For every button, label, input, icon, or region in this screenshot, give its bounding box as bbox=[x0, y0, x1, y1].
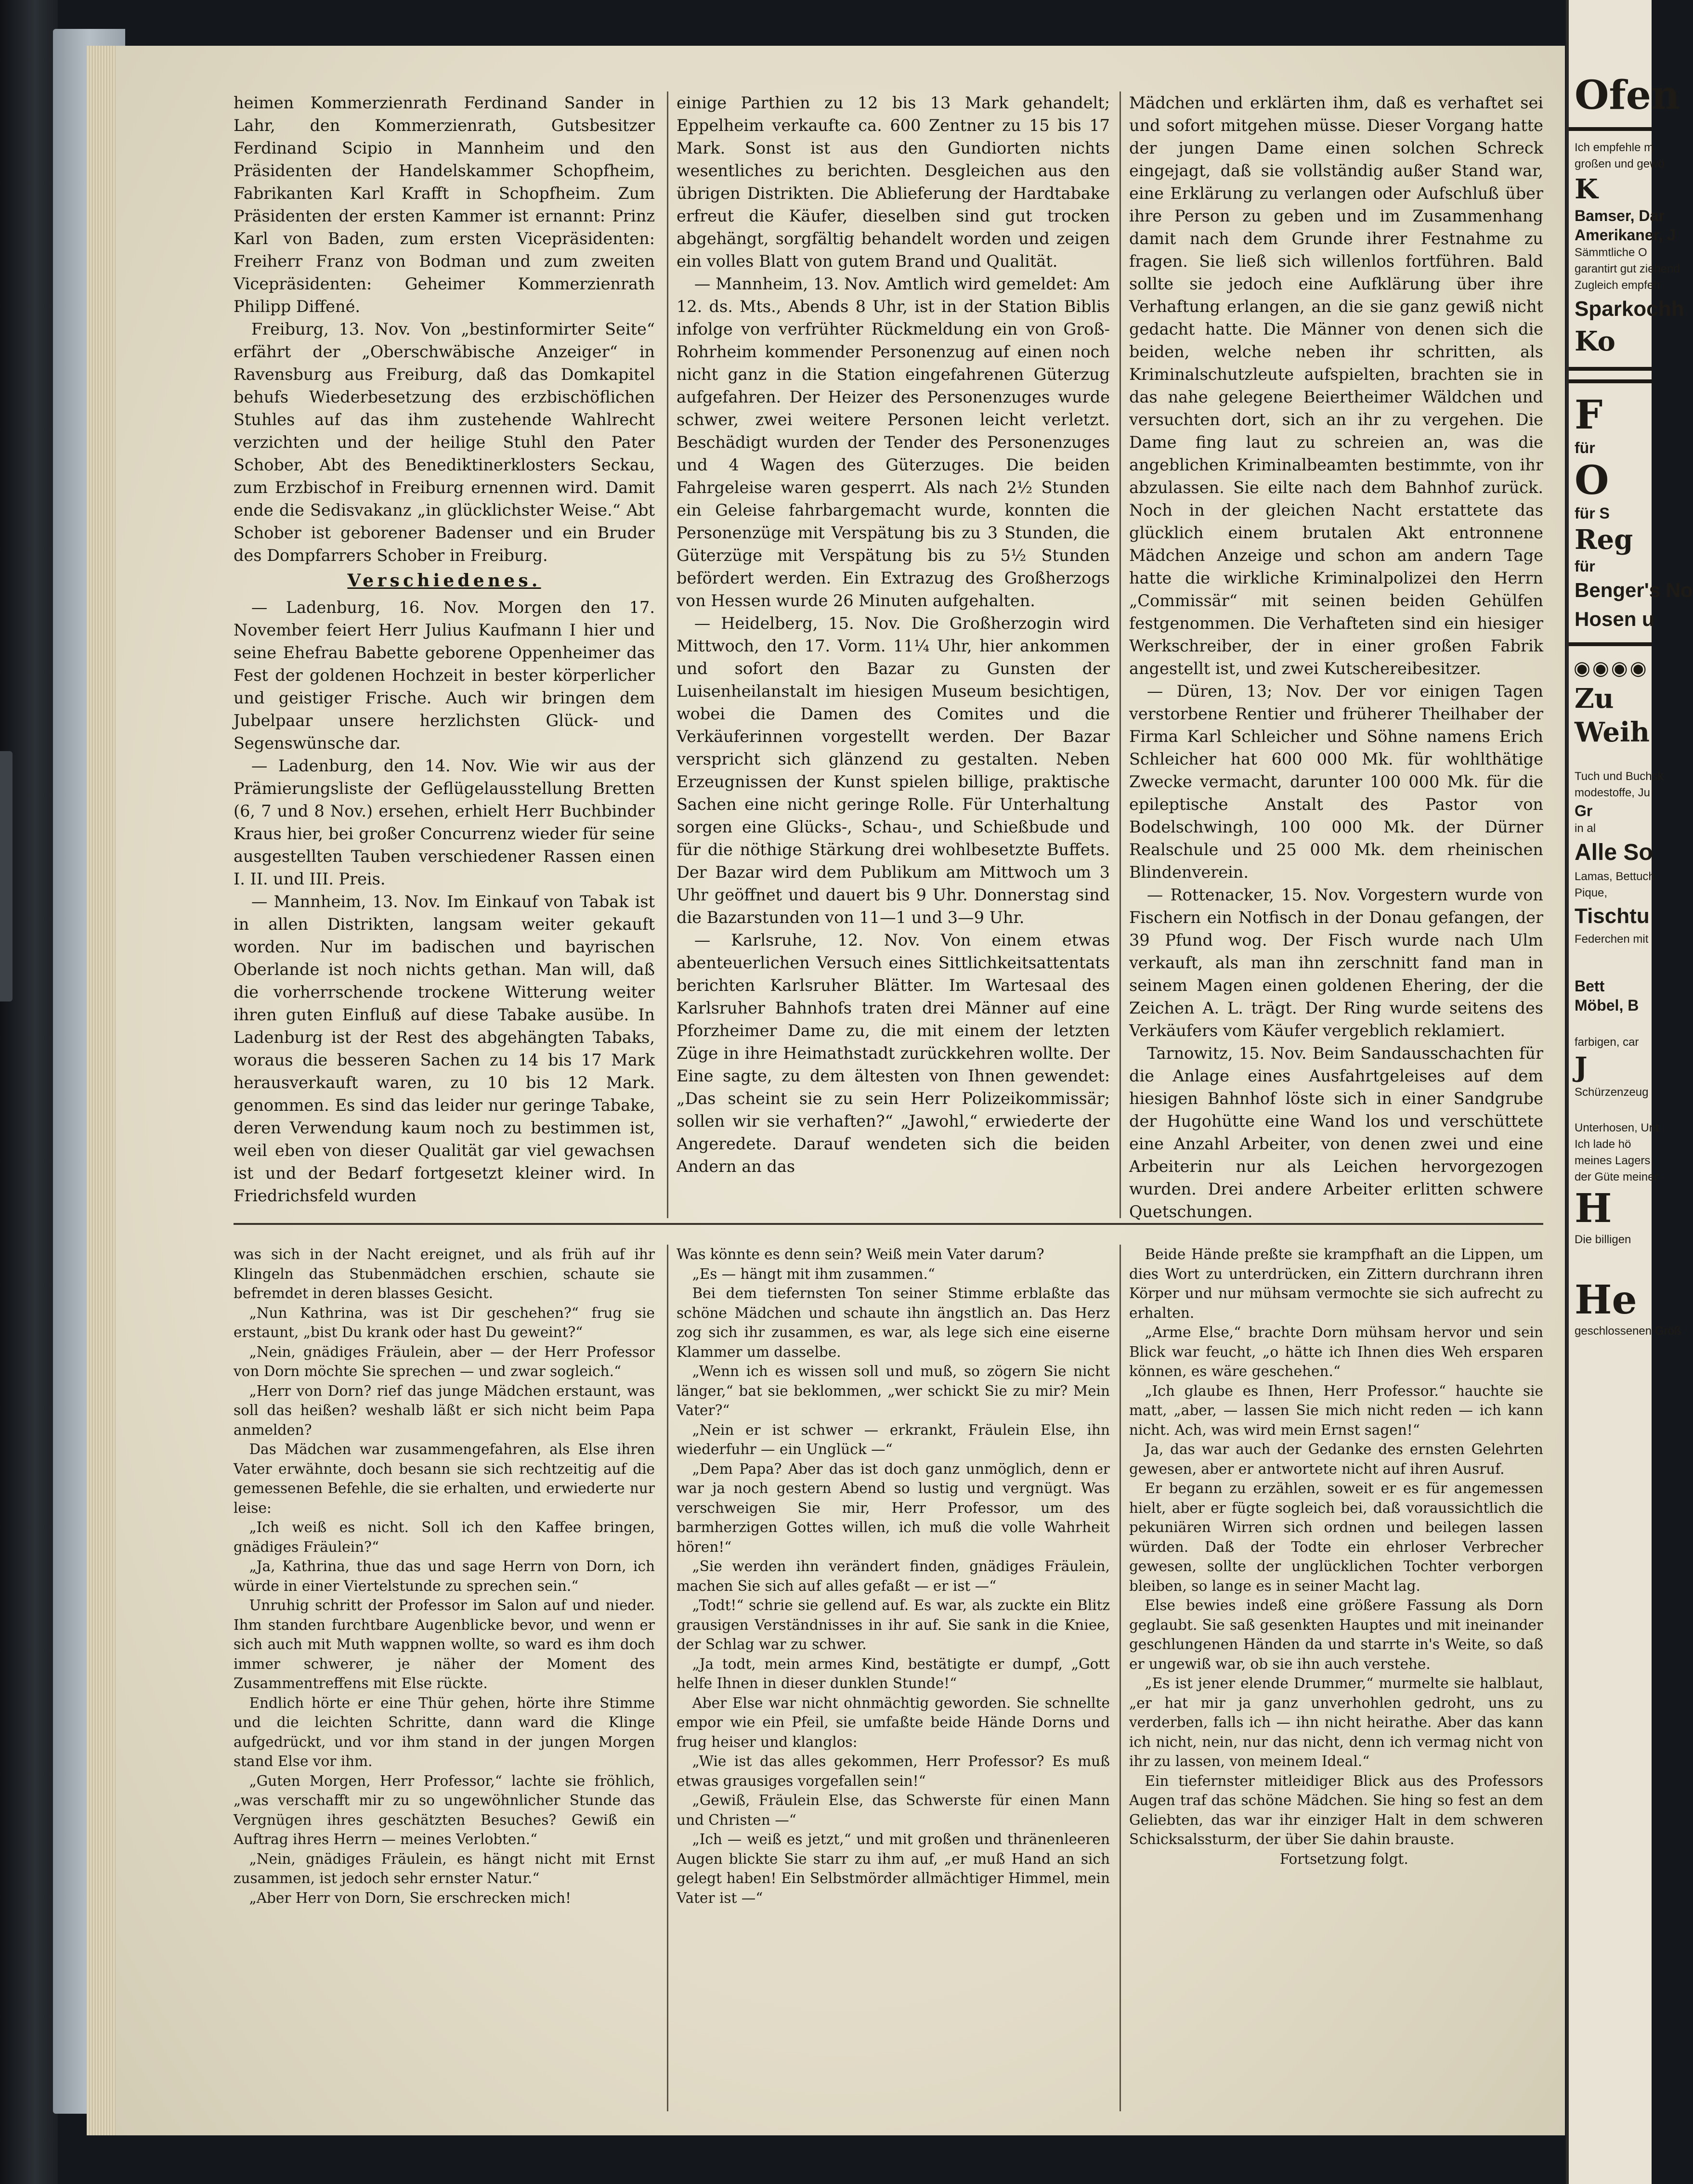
ad-text: Alle So bbox=[1575, 840, 1653, 865]
ad-text: Ofen bbox=[1575, 72, 1680, 118]
paragraph: Else bewies indeß eine größere Fassung als Dorn geglaubt. Sie saß gesenkten Hauptes und mit ineinander geschlungenen Händen da und starrte in's Weite, so daß er ungewiß war, ob sie ihn auch verstehe. bbox=[1129, 1597, 1543, 1672]
paragraph: Freiburg, 13. Nov. Von „bestinformirter Seite“ erfährt der „Oberschwäbische Anzeiger“ in Ravensburg aus Freiburg, daß das Domkapitel behufs Wiederbesetzung des erzbischöflichen Stuhles auf das ihm zustehende Wahlrecht verzichten und der heilige Stuhl den Pater Schober, Abt des Benediktinerklosters Seckau, zum Erzbischof in Freiburg ernennen wird. Damit ende die Sedisvakanz „in glücklichster Weise.“ Abt Schober ist geborener Badenser und ein Bruder des Dompfarrers Schober in Freiburg. bbox=[234, 320, 655, 565]
ad-text: F bbox=[1575, 392, 1603, 438]
feuilleton-column-1 bbox=[234, 1245, 655, 2111]
book-binding bbox=[0, 0, 58, 2184]
ad-text: Sparkochh bbox=[1575, 297, 1684, 321]
ad-text: H bbox=[1575, 1185, 1612, 1232]
column-rule-4 bbox=[1120, 1245, 1121, 2111]
paragraph: was sich in der Nacht ereignet, und als früh auf ihr Klingeln das Stubenmädchen erschien, schaute sie befremdet in deren blasses Gesicht. bbox=[234, 1246, 655, 1301]
ad-rule bbox=[1569, 367, 1652, 371]
ad-text: Amerikaner, J bbox=[1575, 226, 1676, 244]
paragraph: Ja, das war auch der Gedanke des ernsten Gelehrten gewesen, aber er antwortete nicht auf ihren Ausruf. bbox=[1129, 1441, 1543, 1477]
paragraph: Ein tiefernster mitleidiger Blick aus des Professors Augen traf das schöne Mädchen. Sie hing so fest an dem Geliebten, das war ihr einziger Halt in dem schweren Schicksalssturm, der über Sie dahin brauste. bbox=[1129, 1772, 1543, 1847]
paragraph: „Sie werden ihn verändert finden, gnädiges Fräulein, machen Sie sich auf alles gefaßt — er ist —“ bbox=[677, 1558, 1110, 1594]
paragraph: „Gewiß, Fräulein Else, das Schwerste für einen Mann und Christen —“ bbox=[677, 1792, 1110, 1828]
ad-text: Möbel, B bbox=[1575, 997, 1639, 1014]
paragraph: Das Mädchen war zusammengefahren, als Else ihren Vater erwähnte, doch besann sie sich rechtzeitig auf die gemessenen Befehle, die sie erhalten, und erwiederte nur leise: bbox=[234, 1441, 655, 1516]
paragraph: „Wie ist das alles gekommen, Herr Professor? Es muß etwas grausiges vorgefallen sein!“ bbox=[677, 1753, 1110, 1789]
paragraph: „Nein, gnädiges Fräulein, aber — der Herr Professor von Dorn möchte Sie sprechen — und zwar sogleich.“ bbox=[234, 1343, 655, 1379]
paragraph: — Mannheim, 13. Nov. Im Einkauf von Tabak ist in allen Distrikten, langsam weiter gekauft worden. Nur im badischen und bayrischen Oberlande ist noch nichts gethan. Man will, daß die vorherrschende trockene Witterung weiter ihren guten Einfluß auf diese Tabake ausübe. In Ladenburg ist der Rest des abgehängten Tabaks, woraus die besseren Sachen zu 14 bis 17 Mark herausverkauft waren, zu 10 bis 12 Mark. genommen. Es sind das leider nur geringe Tabake, deren Verwendung kaum noch zu bestimmen ist, weil eben von dieser Qualität gar viel gewachsen ist und der Bedarf fortgesetzt kleiner wird. In Friedrichsfeld wurden bbox=[234, 892, 655, 1205]
paragraph: „Ich weiß es nicht. Soll ich den Kaffee bringen, gnädiges Fräulein?“ bbox=[234, 1519, 655, 1555]
ad-text: für S bbox=[1575, 505, 1610, 522]
paragraph: Er begann zu erzählen, soweit er es für angemessen hielt, aber er fügte sogleich bei, daß voraussichtlich die pekuniären Wirren sich ordnen und beilegen lassen würden. Daß der Todte ein ehrloser Verbrecher gewesen, sollte der unglücklichen Tochter verborgen bleiben, so lange es in seiner Macht lag. bbox=[1129, 1480, 1543, 1594]
paragraph: „Dem Papa? Aber das ist doch ganz unmöglich, denn er war ja noch gestern Abend so lustig und vergnügt. Was verschweigen Sie mir, Herr Professor, um des barmherzigen Gottes willen, ich muß die volle Wahrheit hören!“ bbox=[677, 1460, 1110, 1555]
paragraph: „Wenn ich es wissen soll und muß, so zögern Sie nicht länger,“ bat sie beklommen, „wer schickt Sie zu mir? Mein Vater?“ bbox=[677, 1363, 1110, 1418]
ad-rule bbox=[1569, 642, 1652, 646]
paragraph: — Karlsruhe, 12. Nov. Von einem etwas abenteuerlichen Versuch eines Sittlichkeitsattentats berichten Karlsruher Blätter. Im Wartesaal des Karlsruher Bahnhofs traten drei Männer auf eine Pforzheimer Dame zu, die mit einem der letzten Züge in ihre Heimathstadt zurückkehren wollte. Der Eine sagte, zu dem ältesten von Ihnen gewendet: „Das scheint sie zu sein Herr Polizeikommissär; sollen wir sie verhaften?“ „Jawohl,“ erwiederte der Angeredete. Darauf wendeten sich die beiden Andern an das bbox=[677, 931, 1110, 1176]
news-column-3 bbox=[1129, 91, 1543, 1221]
ad-text: Ich lade hö bbox=[1575, 1138, 1631, 1151]
ad-text: der Güte meiner bbox=[1575, 1170, 1658, 1183]
ad-rule bbox=[1569, 127, 1652, 131]
paragraph: Endlich hörte er eine Thür gehen, hörte ihre Stimme und die leichten Schritte, dann ward die Klinge aufgedrückt, und vor ihm stand in der jungen Morgen stand Else vor ihm. bbox=[234, 1694, 655, 1769]
paragraph: „Guten Morgen, Herr Professor,“ lachte sie fröhlich, „was verschafft mir zu so ungewöhnlicher Stunde das Vergnügen ihres geschätzten Besuches? Gewiß ein Auftrag ihres Herrn — meines Verlobten.“ bbox=[234, 1772, 655, 1847]
ad-text: K bbox=[1575, 173, 1598, 205]
paragraph: Beide Hände preßte sie krampfhaft an die Lippen, um dies Wort zu unterdrücken, ein Zittern durchrann ihren Körper und nur mühsam vermochte sie sich aufrecht zu erhalten. bbox=[1129, 1246, 1543, 1321]
paragraph: einige Parthien zu 12 bis 13 Mark gehandelt; Eppelheim verkaufte ca. 600 Zentner zu 15 bis 17 Mark. Sonst ist aus den Gundiorten nichts wesentliches zu berichten. Desgleichen aus den übrigen Distrikten. Die Ablieferung der Hardtabake erfreut die Käufer, dieselben sind gut trocken abgehängt, sorgfältig behandelt worden und zeigen ein volles Blatt von gutem Brand und Qualität. bbox=[677, 93, 1110, 271]
feuilleton-column-2 bbox=[677, 1245, 1110, 2111]
paragraph: Unruhig schritt der Professor im Salon auf und nieder. Ihm standen furchtbare Augenblicke bevor, und wenn er sich auch mit Muth wappnen wollte, so ward es ihm doch immer schwerer, je näher der Moment des Zusammentreffens mit Else rückte. bbox=[234, 1597, 655, 1691]
paragraph: „Ja, Kathrina, thue das und sage Herrn von Dorn, ich würde in einer Viertelstunde zu sprechen sein.“ bbox=[234, 1558, 655, 1594]
ad-text: He bbox=[1575, 1277, 1637, 1323]
ad-text: garantirt gut ziehend bbox=[1575, 262, 1680, 275]
paragraph: Aber Else war nicht ohnmächtig geworden. Sie schnellte empor wie ein Pfeil, sie umfaßte beide Hände Dorns und frug heiser und klanglos: bbox=[677, 1694, 1110, 1750]
adjacent-page-ads bbox=[1566, 0, 1693, 2184]
feuilleton-separator-rule bbox=[234, 1223, 1543, 1225]
ad-text: Reg bbox=[1575, 524, 1633, 556]
paragraph: Mädchen und erklärten ihm, daß es verhaftet sei und sofort mitgehen müsse. Dieser Vorgang hatte der jungen Dame einen solchen Schreck eingejagt, daß sie vollständig außer Stand war, eine Erklärung zu verlangen oder Aufschluß über ihre Person zu geben und im Zusammenhang damit nach dem Grunde ihrer Festnahme zu fragen. Sie ließ sich willenlos fortführen. Bald sollte sie jedoch eine Aufklärung über ihre Verhaftung erlangen, an die sie ganz gewiß nicht gedacht hatte. Die Männer von denen sich die beiden, welche neben ihr schritten, als Kriminalschutzleute aufspielten, brachten sie in das nahe gelegene Beiertheimer Wäldchen und versuchten dort, sich an ihr zu vergehen. Die Dame fing laut zu schreien an, was die angeblichen Kriminalbeamten bestimmte, von ihr abzulassen. Sie eilte nach dem Bahnhof zurück. Noch in der gleichen Nacht erstattete das glücklich einem brutalen Akt entronnene Mädchen Anzeige und schon am andern Tage hatte die wirkliche Kriminalpolizei den Herrn „Commissär“ mit seinen beiden Gehülfen festgenommen. Die Verhafteten sind ein hiesiger Werkschreiber, der in einer großen Fabrik angestellt ist, und zwei Kutschereibesitzer. bbox=[1129, 93, 1543, 678]
ad-text: Tischtu bbox=[1575, 904, 1650, 928]
ad-text: großen und gewö bbox=[1575, 157, 1665, 170]
column-rule-1 bbox=[667, 91, 668, 1218]
feuilleton-column-3 bbox=[1129, 1245, 1543, 2111]
paragraph: „Nein er ist schwer — erkrankt, Fräulein Else, ihn wiederfuhr — ein Unglück —“ bbox=[677, 1421, 1110, 1457]
paragraph: „Nun Kathrina, was ist Dir geschehen?“ frug sie erstaunt, „bist Du krank oder hast Du geweint?“ bbox=[234, 1304, 655, 1340]
news-column-1 bbox=[234, 91, 655, 1213]
ad-text: Ko bbox=[1575, 325, 1615, 357]
ad-text: Zu bbox=[1575, 683, 1614, 715]
ad-text: Bamser, Dar bbox=[1575, 207, 1665, 224]
paragraph: „Aber Herr von Dorn, Sie erschrecken mich! bbox=[249, 1889, 571, 1906]
ad-text: geschlossenen Größ bbox=[1575, 1325, 1681, 1338]
paragraph: „Arme Else,“ brachte Dorn mühsam hervor und sein Blick war feucht, „o hätte ich Ihnen dies Weh ersparen können, es wäre geschehen.“ bbox=[1129, 1324, 1543, 1379]
paragraph: — Düren, 13; Nov. Der vor einigen Tagen verstorbene Rentier und früherer Theilhaber der Firma Karl Schleicher und Söhne namens Erich Schleicher hat 600 000 Mk. für wohlthätige Zwecke vermacht, darunter 100 000 Mk. für die epileptische Anstalt des Pastor von Bodelschwingh, 100 000 Mk. der Dürner Realschule und 25 000 Mk. dem rheinischen Blindenverein. bbox=[1129, 682, 1543, 882]
paragraph: „Todt!“ schrie sie gellend auf. Es war, als zuckte ein Blitz grausigen Verständnisses in ihr auf. Sie sank in die Kniee, der Schlag war zu schwer. bbox=[677, 1597, 1110, 1652]
paragraph: „Ja todt, mein armes Kind, bestätigte er dumpf, „Gott helfe Ihnen in dieser dunklen Stunde!“ bbox=[677, 1655, 1110, 1691]
ad-text: meines Lagers bbox=[1575, 1154, 1651, 1167]
binding-clip bbox=[0, 751, 13, 1001]
ad-text: Benger's No bbox=[1575, 579, 1693, 601]
news-column-2 bbox=[677, 91, 1110, 1213]
ad-text: J bbox=[1575, 1052, 1588, 1083]
paragraph: — Ladenburg, den 14. Nov. Wie wir aus der Prämierungsliste der Geflügelausstellung Bretten (6, 7 und 8 Nov.) ersehen, erhielt Herr Buchbinder Kraus hier, bei großer Concurrenz wieder für seine ausgestellten Tauben verschiedener Rassen einen I. II. und III. Preis. bbox=[234, 756, 655, 888]
paragraph: — Ladenburg, 16. Nov. Morgen den 17. November feiert Herr Julius Kaufmann I hier und seine Ehefrau Babette geborene Oppenheimer das Fest der goldenen Hochzeit in bester körperlicher und geistiger Frische. Auch wir bringen dem Jubelpaar unsere herzlichsten Glück- und Segenswünsche dar. bbox=[234, 598, 655, 753]
paragraph: — Heidelberg, 15. Nov. Die Großherzogin wird Mittwoch, den 17. Vorm. 11¼ Uhr, hier ankommen und sofort den Bazar zu Gunsten der Luisenheilanstalt im hiesigen Museum besichtigen, wobei die Damen des Comites und die Verkäuferinnen vorgestellt werden. Der Bazar verspricht sich glänzend zu gestalten. Neben Erzeugnissen der Kunst spielen billige, praktische Sachen eine nicht geringe Rolle. Für Unterhaltung sorgen eine Glücks-, Schau-, und Schießbude und für die nöthige Stärkung drei wohlbesetzte Buffets. Der Bazar wird dem Publikum am Mittwoch um 3 Uhr geöffnet und dauert bis 9 Uhr. Donnerstag sind die Bazarstunden von 11—1 und 3—9 Uhr. bbox=[677, 614, 1110, 927]
ad-text: Hosen u bbox=[1575, 608, 1654, 630]
ad-rule bbox=[1569, 379, 1652, 383]
ad-text: Weih bbox=[1575, 716, 1650, 748]
ornament-border-icon: ◉◉◉◉ bbox=[1574, 657, 1649, 679]
ad-text: Tuch und Buchsk bbox=[1575, 770, 1664, 783]
ad-text: O bbox=[1575, 457, 1609, 504]
ad-text: Lamas, Bettuch bbox=[1575, 870, 1655, 883]
paragraph: — Mannheim, 13. Nov. Amtlich wird gemeldet: Am 12. ds. Mts., Abends 8 Uhr, ist in der Station Biblis infolge von verfrühter Rückmeldung ein von Groß-Rohrheim kommender Personenzug auf einen noch nicht ganz in die Station eingefahrenen Güterzug aufgefahren. Der Heizer des Personenzuges wurde schwer, zwei weitere Personen leicht verletzt. Beschädigt wurden der Tender des Personenzuges und 4 Wagen des Güterzuges. Die beiden Fahrgeleise waren gesperrt. Als nach 2½ Stunden ein Geleise fahrbargemacht wurde, konnten die Personenzüge mit Verspätung bis zu 3 Stunden, die Güterzüge mit Verspätung bis zu 5½ Stunden befördert werden. Ein Extrazug des Großherzogs von Hessen wurde 26 Minuten aufgehalten. bbox=[677, 274, 1110, 610]
paragraph: „Herr von Dorn? rief das junge Mädchen erstaunt, was soll das heißen? weshalb läßt er sich nicht beim Papa anmelden? bbox=[234, 1382, 655, 1438]
paragraph: „Es — hängt mit ihm zusammen.“ bbox=[692, 1265, 935, 1282]
ad-text: Zugleich empfeh bbox=[1575, 279, 1660, 292]
ad-text: Gr bbox=[1575, 802, 1593, 819]
section-heading: Verschiedenes. bbox=[347, 571, 541, 591]
paragraph: „Nein, gnädiges Fräulein, es hängt nicht mit Ernst zusammen, ist jedoch sehr ernster Natur.“ bbox=[234, 1850, 655, 1886]
column-rule-3 bbox=[667, 1245, 668, 2111]
column-rule-2 bbox=[1120, 91, 1121, 1218]
ad-text: Unterhosen, Unt bbox=[1575, 1121, 1659, 1134]
ad-text: Pique, bbox=[1575, 886, 1608, 899]
ad-text: für bbox=[1575, 558, 1595, 575]
paragraph: — Rottenacker, 15. Nov. Vorgestern wurde von Fischern ein Notfisch in der Donau gefangen, der 39 Pfund wog. Der Fisch wurde nach Ulm verkauft, als man ihn zerschnitt fand man in seinem Magen einen goldenen Ehering, der die Zeichen A. L. trägt. Der Ring wurde seitens des Verkäufers vom Käufer vergeblich reklamiert. bbox=[1129, 885, 1543, 1040]
paragraph: Tarnowitz, 15. Nov. Beim Sandausschachten für die Anlage eines Ausfahrtgeleises auf dem hiesigen Bahnhof löste sich in einer Sandgrube der Hugohütte eine Wand los und verschüttete eine Anzahl Arbeiter, von denen zwei und eine Arbeiterin nur als Leichen hervorgezogen wurden. Drei andere Arbeiter erlitten schwere Quetschungen. bbox=[1129, 1044, 1543, 1221]
ad-text: Sämmtliche O bbox=[1575, 246, 1647, 259]
paragraph: „Ich — weiß es jetzt,“ und mit großen und thränenleeren Augen blickte Sie starr zu ihm auf, „er muß Hand an sich gelegt haben! Ein Selbstmörder allmächtiger Himmel, mein Vater ist —“ bbox=[677, 1831, 1110, 1906]
paragraph: „Ich glaube es Ihnen, Herr Professor.“ hauchte sie matt, „aber, — lassen Sie mich nicht reden — ich kann nicht. Ach, was wird mein Ernst sagen!“ bbox=[1129, 1382, 1543, 1438]
continuation-note: Fortsetzung folgt. bbox=[1279, 1850, 1408, 1867]
ad-text: Federchen mit bbox=[1575, 933, 1649, 946]
ad-text: Schürzenzeug bbox=[1575, 1086, 1649, 1099]
ad-text: modestoffe, Ju bbox=[1575, 786, 1650, 799]
ad-text: für bbox=[1575, 439, 1595, 456]
ad-text: Ich empfehle m bbox=[1575, 141, 1654, 154]
paragraph: Bei dem tiefernsten Ton seiner Stimme erblaßte das schöne Mädchen und schaute ihn ängstlich an. Das Herz zog sich ihr zusammen, es war, als lege sich eine eiserne Klammer um dasselbe. bbox=[677, 1285, 1110, 1360]
paragraph: Was könnte es denn sein? Weiß mein Vater darum? bbox=[677, 1246, 1044, 1262]
ad-text: Die billigen bbox=[1575, 1233, 1631, 1246]
paragraph: heimen Kommerzienrath Ferdinand Sander in Lahr, den Kommerzienrath, Gutsbesitzer Ferdinand Scipio in Mannheim und den Präsidenten der Handelskammer Schopfheim, Fabrikanten Karl Krafft in Schopfheim. Zum Präsidenten der ersten Kammer ist ernannt: Prinz Karl von Baden, zum ersten Vicepräsidenten: Freiherr Franz von Bodman und zum zweiten Vicepräsidenten: Geheimer Kommerzienrath Philipp Diffené. bbox=[234, 93, 655, 316]
paragraph: „Es ist jener elende Drummer,“ murmelte sie halblaut, „er hat mir ja ganz unverhohlen gedroht, uns zu verderben, falls ich — ihn nicht heirathe. Aber das kann ich nicht, nein, nur das nicht, denn ich vermag nicht von ihr zu lassen, von meinem Ideal.“ bbox=[1129, 1675, 1543, 1769]
ad-text: farbigen, car bbox=[1575, 1036, 1639, 1049]
ad-text: Bett bbox=[1575, 977, 1605, 995]
ad-text: in al bbox=[1575, 822, 1596, 835]
